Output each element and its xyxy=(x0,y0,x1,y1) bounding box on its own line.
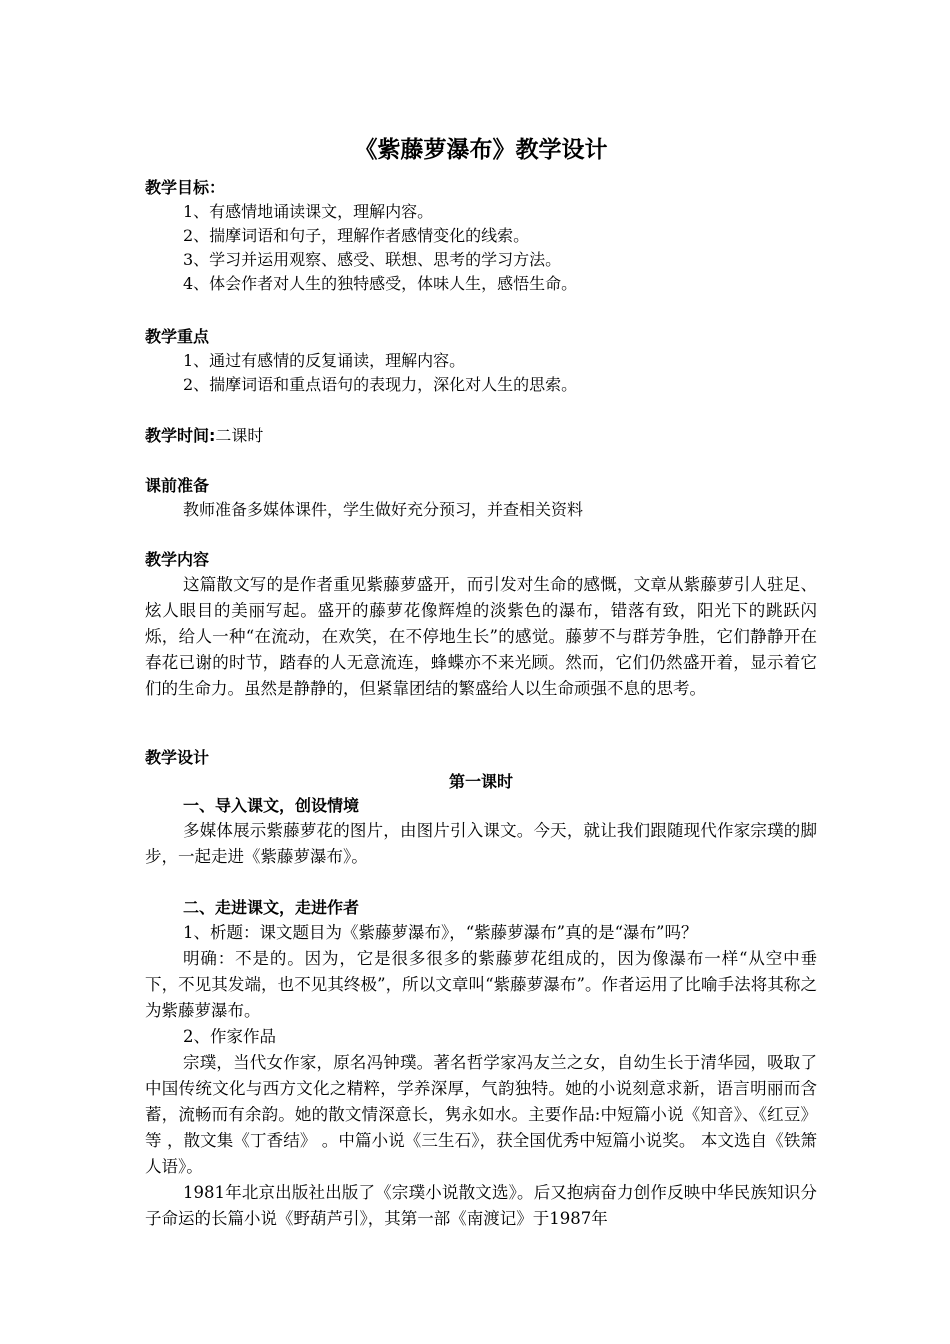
time-label: 教学时间: xyxy=(145,426,216,445)
section2 xyxy=(145,896,817,1232)
section2-paragraph: 明确：不是的。因为，它是很多很多的紫藤萝花组成的，因为像瀑布一样“从空中垂下，不见其发端，也不见其终极”，所以文章叫“紫藤萝瀑布”。作者运用了比喻手法将其称之为紫藤萝瀑布。 xyxy=(145,949,817,1020)
focus-item: 1、通过有感情的反复诵读，理解内容。 xyxy=(183,351,466,370)
section2-paragraph: 2、作家作品 xyxy=(183,1027,276,1046)
focus-heading: 教学重点 xyxy=(145,327,210,346)
section2-heading: 二、走进课文，走进作者 xyxy=(183,898,360,917)
content-heading: 教学内容 xyxy=(145,550,210,569)
document-title: 《紫藤萝瀑布》教学设计 xyxy=(354,137,608,163)
focus-section xyxy=(145,325,817,397)
focus-item: 2、揣摩词语和重点语句的表现力，深化对人生的思索。 xyxy=(183,375,578,394)
prep-heading: 课前准备 xyxy=(145,476,210,495)
goals-section xyxy=(145,176,817,296)
goal-item: 1、有感情地诵读课文，理解内容。 xyxy=(183,202,434,221)
goal-item: 2、揣摩词语和句子，理解作者感情变化的线索。 xyxy=(183,226,530,245)
time-value: 二课时 xyxy=(215,426,264,445)
section1-heading: 一、导入课文，创设情境 xyxy=(183,796,360,815)
section2-paragraph: 1981年北京出版社出版了《宗璞小说散文选》。后又抱病奋力创作反映中华民族知识分子命运的长篇小说《野葫芦引》，其第一部《南渡记》于1987年 xyxy=(145,1183,817,1228)
prep-text: 教师准备多媒体课件，学生做好充分预习，并查相关资料 xyxy=(183,500,584,519)
time-section xyxy=(145,424,817,448)
goal-item: 3、学习并运用观察、感受、联想、思考的学习方法。 xyxy=(183,250,562,269)
prep-section xyxy=(145,474,817,522)
design-section xyxy=(145,746,817,870)
goal-item: 4、体会作者对人生的独特感受，体味人生，感悟生命。 xyxy=(183,274,578,293)
design-heading: 教学设计 xyxy=(145,748,210,767)
content-section xyxy=(145,548,817,702)
goals-heading: 教学目标： xyxy=(145,178,226,197)
lesson-heading: 第一课时 xyxy=(448,772,513,791)
section1-paragraph: 多媒体展示紫藤萝花的图片，由图片引入课文。今天，就让我们跟随现代作家宗璞的脚步，一起走进《紫藤萝瀑布》。 xyxy=(145,821,817,866)
section2-paragraph: 宗璞，当代女作家，原名冯钟璞。著名哲学家冯友兰之女，自幼生长于清华园，吸取了中国传统文化与西方文化之精粹，学养深厚，气韵独特。她的小说刻意求新，语言明丽而含蓄，流畅而有余韵。她的散文情深意长，隽永如水。主要作品:中短篇小说《知音》、《红豆》等 ，散文集《丁香结》 。中篇小说《三生石》，获全国优秀中短篇小说奖。 本文选自《铁箫人语》。 xyxy=(145,1053,817,1176)
section2-paragraph: 1、析题：课文题目为《紫藤萝瀑布》，“紫藤萝瀑布”真的是“瀑布”吗？ xyxy=(183,923,698,942)
content-paragraph: 这篇散文写的是作者重见紫藤萝盛开，而引发对生命的感慨，文章从紫藤萝引人驻足、炫人眼目的美丽写起。盛开的藤萝花像辉煌的淡紫色的瀑布，错落有致，阳光下的跳跃闪烁，给人一种“在流动，在欢笑，在不停地生长”的感觉。藤萝不与群芳争胜，它们静静开在春花已谢的时节，踏春的人无意流连，蜂蝶亦不来光顾。然而，它们仍然盛开着，显示着它们的生命力。虽然是静静的，但紧靠团结的繁盛给人以生命顽强不息的思考。 xyxy=(145,575,817,698)
